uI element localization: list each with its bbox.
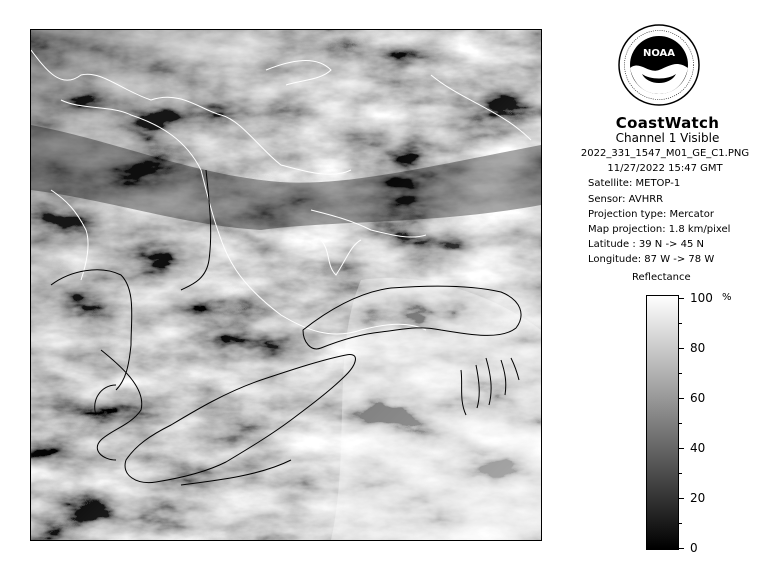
colorbar-minor-tick: [679, 323, 682, 324]
colorbar-minor-tick: [679, 523, 682, 524]
noaa-logo-text: NOAA: [642, 48, 676, 59]
metadata-block: [580, 146, 760, 268]
datetime-text: 11/27/2022 15:47 GMT: [607, 163, 723, 175]
colorbar-tick-label: 60: [690, 391, 706, 405]
noaa-logo: [618, 24, 700, 106]
filename-text: 2022_331_1547_M01_GE_C1.PNG: [580, 148, 750, 159]
channel-subtitle: Channel 1 Visible: [615, 131, 720, 145]
satellite-imagery-svg: [31, 30, 541, 540]
colorbar-minor-tick: [679, 473, 682, 474]
colorbar-tick-label: 40: [690, 441, 706, 455]
longitude-text: Longitude: 87 W -> 78 W: [588, 254, 715, 266]
colorbar-tick: [679, 398, 684, 399]
colorbar-label: Reflectance: [632, 272, 691, 283]
colorbar-tick: [679, 298, 684, 299]
colorbar-minor-tick: [679, 373, 682, 374]
satellite-image: [30, 29, 542, 541]
colorbar-minor-tick: [679, 423, 682, 424]
projection-type-text: Projection type: Mercator: [588, 208, 714, 220]
colorbar-unit: %: [722, 292, 732, 303]
sensor-text: Sensor: AVHRR: [588, 193, 664, 205]
colorbar-tick: [679, 348, 684, 349]
colorbar-tick: [679, 548, 684, 549]
colorbar-tick-label: 100: [690, 291, 713, 305]
latitude-text: Latitude : 39 N -> 45 N: [588, 239, 704, 251]
colorbar-tick-label: 80: [690, 341, 706, 355]
satellite-text: Satellite: METOP-1: [588, 178, 681, 190]
colorbar: [646, 295, 679, 550]
noaa-logo-svg: [618, 24, 700, 106]
colorbar-tick-label: 20: [690, 491, 706, 505]
map-projection-text: Map projection: 1.8 km/pixel: [588, 224, 731, 236]
product-title: CoastWatch: [615, 114, 720, 132]
colorbar-tick-label: 0: [690, 541, 698, 555]
colorbar-tick: [679, 498, 684, 499]
colorbar-tick: [679, 448, 684, 449]
